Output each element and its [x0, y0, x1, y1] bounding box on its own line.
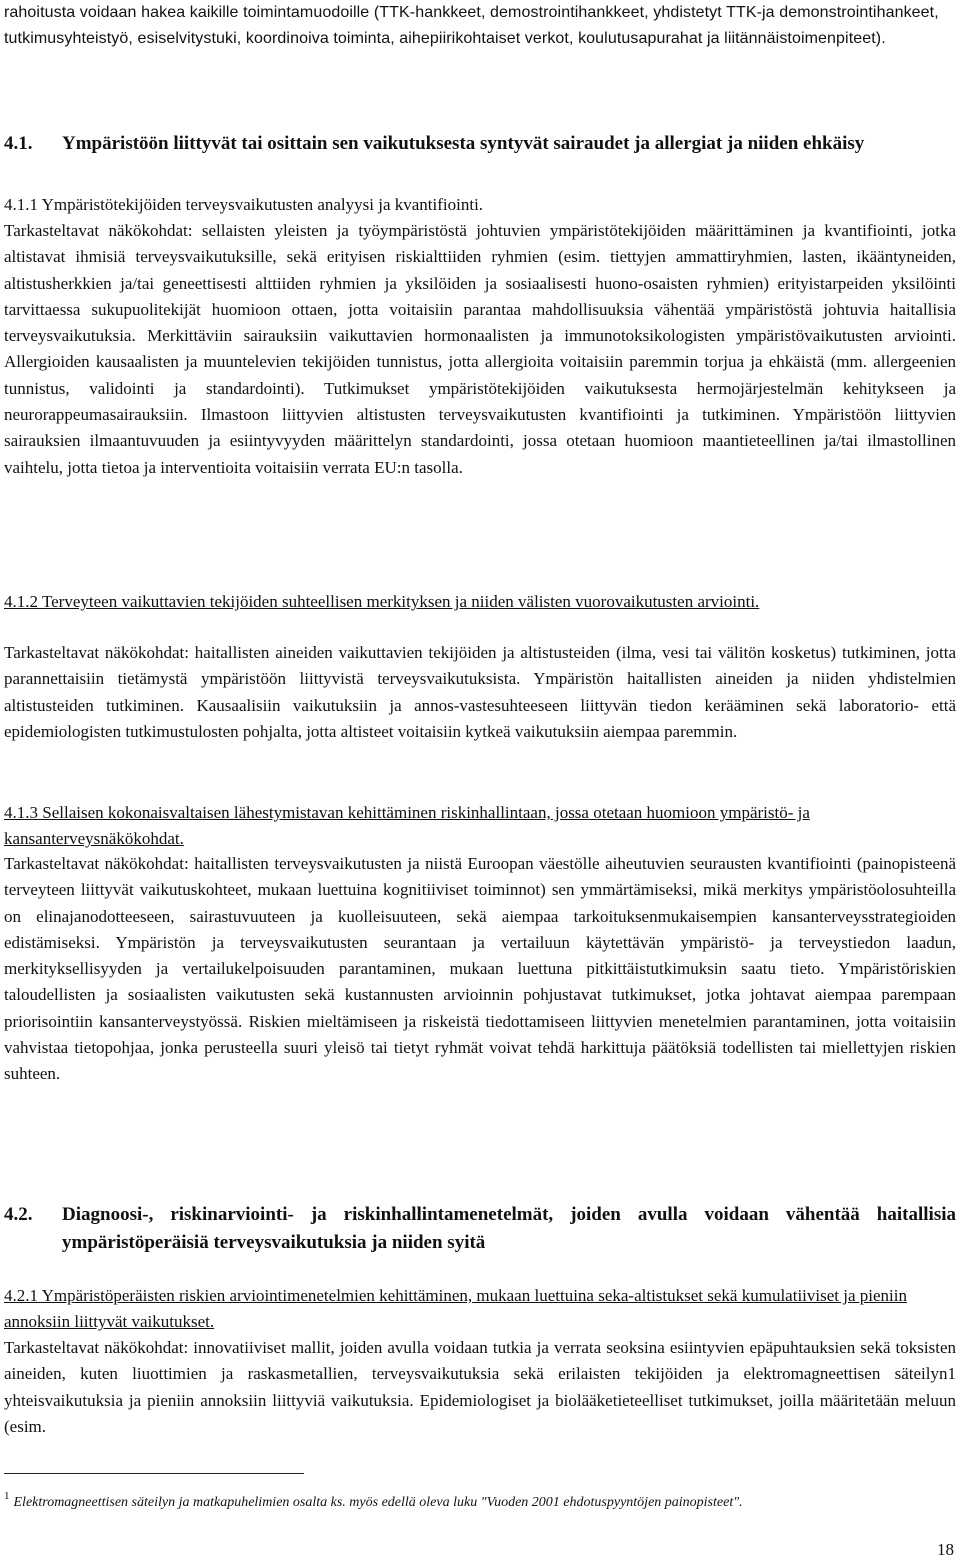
section-heading-4-1: [4, 130, 956, 158]
subsection-heading-4-2-1: 4.2.1 Ympäristöperäisten riskien arviointimenetelmien kehittäminen, mukaan luettuina seka-altistukset sekä kumulatiiviset ja pieniin annoksiin liittyvät vaikutukset.: [4, 1286, 907, 1332]
section-number: 4.1.: [4, 133, 33, 154]
footnote-marker: 1: [4, 1490, 10, 1502]
paragraph-4-1-1: Tarkasteltavat näkökohdat: sellaisten yleisten ja työympäristöstä johtuvien ympäristötekijöiden määrittäminen ja kvantifiointi, jotka altistavat ihmisiä terveysvaikutuksille, sekä erityisen riskialttiiden ryhmien (esim. tiettyjen ammattiryhmien, lasten, ikääntyneiden, altistusherkkien ja/tai geneettisesti alttiiden ryhmien ja yksilöiden ja sosiaalisesti huono-osaisten ryhmien) erityistarpeiden yksilöinti tarvittaessa sukupuolitekijät huomioon ottaen, jotta voitaisiin parantaa mahdollisuuksia vähentää ympäristöstä johtuvia haitallisia terveysvaikutuksia. Merkittäviin sairauksiin vaikuttavien hormonaalisten ja immunotoksikologisten ympäristövaikutusten arviointi. Allergioiden kausaalisten ja muuntelevien tekijöiden tunnistus, jotta allergioita voitaisiin paremmin torjua ja ehkäistä (mm. allergeenien tunnistus, validointi ja standardointi). Tutkimukset ympäristötekijöiden vaikutuksesta hermojärjestelmän kehitykseen ja neurorappeumasairauksiin. Ilmastoon liittyvien altistusten terveysvaikutusten kvantifiointi ja tutkiminen. Ympäristöön liittyvien sairauksien ilmaantuvuuden ja esiintyvyyden määrittelyn standardointi, jossa otetaan huomioon maantieteellinen ja/tai ilmastollinen vaihtelu, jotta tietoa ja interventioita voitaisiin verrata EU:n tasolla.: [4, 221, 956, 477]
footnote-divider: [4, 1473, 304, 1474]
page-number: 18: [937, 1540, 954, 1559]
subsection-heading-4-1-1: 4.1.1 Ympäristötekijöiden terveysvaikutusten analyysi ja kvantifiointi.: [4, 195, 484, 214]
subsection-heading-4-1-3: 4.1.3 Sellaisen kokonaisvaltaisen lähestymistavan kehittäminen riskinhallintaan, jossa otetaan huomioon ympäristö- ja kansanterveysnäkökohdat.: [4, 803, 810, 849]
subsection-heading-4-1-2: 4.1.2 Terveyteen vaikuttavien tekijöiden suhteellisen merkityksen ja niiden välisten vuorovaikutusten arviointi.: [4, 592, 760, 611]
paragraph-4-2-1: Tarkasteltavat näkökohdat: innovatiiviset mallit, joiden avulla voidaan tutkia ja verrata seoksina esiintyvien epäpuhtauksien sekä toksisten aineiden, kuten liuottimien ja raskasmetallien, terveysvaikutuksia sekä erilaisten tekijöiden ja elektromagneettisen säteilyn1 yhteisvaikutuksia ja pieniin annoksiin liittyviä vaikutuksia. Epidemiologiset ja biolääketieteelliset tutkimukset, joilla määritetään meluun (esim.: [4, 1338, 956, 1436]
section-number: 4.2.: [4, 1204, 33, 1225]
intro-paragraph: rahoitusta voidaan hakea kaikille toimintamuodoille (TTK-hankkeet, demostrointihankkeet, yhdistetyt TTK-ja demonstrointihankeet, tutkimusyhteistyö, esiselvitystuki, koordinoiva toiminta, aihepiirikohtaiset verkot, koulutusapurahat ja liitännäistoimenpiteet).: [4, 4, 939, 47]
section-title: Ympäristöön liittyvät tai osittain sen vaikutuksesta syntyvät sairaudet ja allergiat ja niiden ehkäisy: [62, 133, 865, 154]
footnote: [4, 1483, 904, 1516]
document-page: [4, 0, 956, 1563]
paragraph-4-1-2: Tarkasteltavat näkökohdat: haitallisten aineiden vaikuttavien tekijöiden ja altistusteiden (ilma, vesi tai välitön kosketus) tutkiminen, jotta parannettaisiin tietämystä ympäristöön liittyvistä terveysvaikutuksista. Ympäristön haitallisten aineiden ja niiden yhdistelmien altistusteiden tutkiminen. Kausaalisiin vaikutuksiin ja annos-vastesuhteeseen liittyvän tiedon kerääminen sekä laboratorio- että epidemiologisten tutkimustulosten pohjalta, jotta altisteet voitaisiin kytkeä vaikutuksiin aiempaa paremmin.: [4, 643, 956, 741]
section-title: Diagnoosi-, riskinarviointi- ja riskinhallintamenetelmät, joiden avulla voidaan vähentää haitallisia ympäristöperäisiä terveysvaikutuksia ja niiden syitä: [62, 1204, 956, 1253]
footnote-text: Elektromagneettisen säteilyn ja matkapuhelimien osalta ks. myös edellä oleva luku "Vuoden 2001 ehdotuspyyntöjen painopisteet".: [13, 1495, 743, 1510]
paragraph-4-1-3: Tarkasteltavat näkökohdat: haitallisten terveysvaikutusten ja niistä Euroopan väestölle aiheutuvien seurausten kvantifiointi (painopisteenä terveyteen liittyvät vaikutuskohteet, mukaan luettuina kognitiiviset toiminnot) sen ymmärtämiseksi, mikä merkitys ympäristöolosuhteilla on elinajanodotteeseen, sairastuvuuteen ja kuolleisuuteen, sekä aiempaa tarkoituksenmukaisempien kansanterveysstrategioiden edistämiseksi. Ympäristön ja terveysvaikutusten seurantaan ja vertailuun käytettävän ympäristö- ja terveystiedon laadun, merkityksellisyyden ja vertailukelpoisuuden parantaminen, mukaan luettuna pitkittäistutkimuksin saatu tieto. Ympäristöriskien taloudellisten ja sosiaalisten vaikutusten sekä kustannusten arvioinnin pohjustavat tutkimukset, jotka johtavat aiempaa parempaan priorisointiin kansanterveystyössä. Riskien mieltämiseen ja riskeistä tiedottamiseen liittyvien menetelmien parantaminen, jotta voitaisiin vahvistaa tietopohjaa, jonka perusteella suuri yleisö tai tietyt ryhmät voivat tehdä harkittuja päätöksiä todellisten tai miellettyjen riskien suhteen.: [4, 854, 956, 1084]
section-heading-4-2: [4, 1201, 956, 1257]
